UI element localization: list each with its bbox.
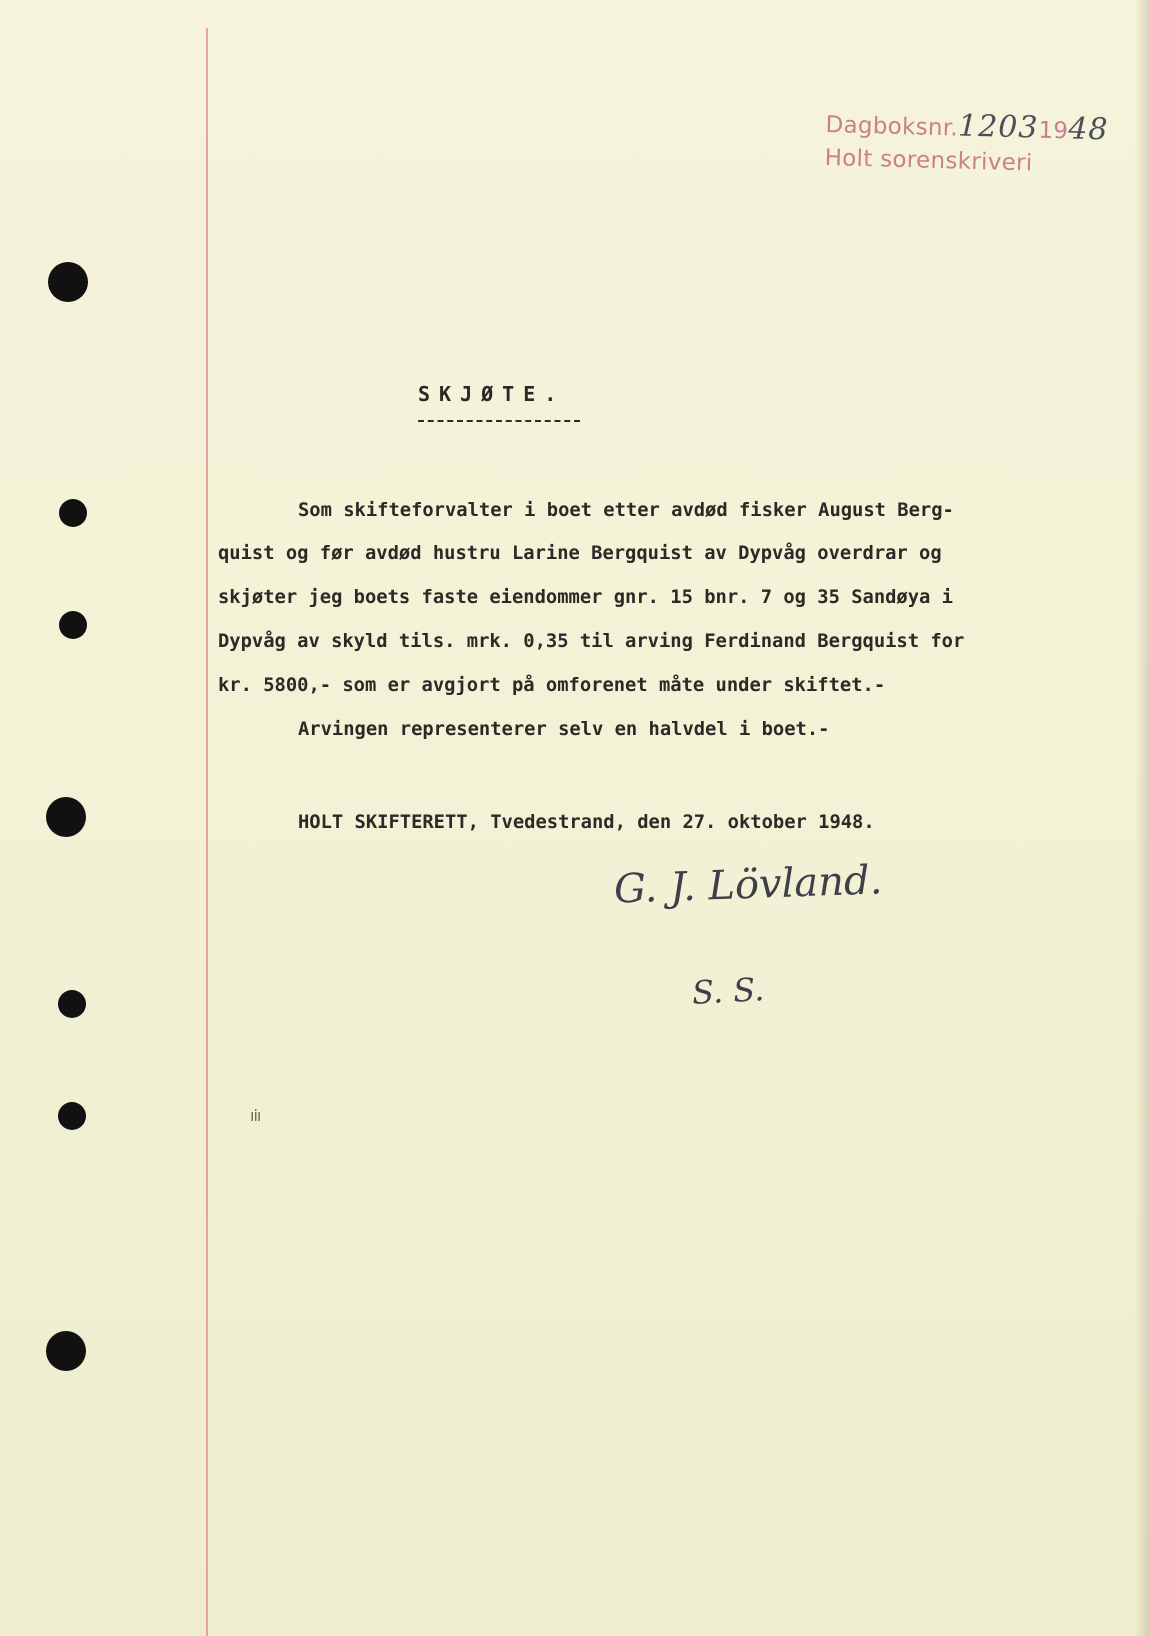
punch-hole-icon (48, 262, 88, 302)
margin-rule (206, 28, 208, 1636)
body-line: Som skifteforvalter i boet etter avdød fisker August Berg- (298, 500, 954, 521)
page-edge-shadow (1135, 0, 1149, 1636)
stamp-line-2: Holt sorenskriveri (824, 144, 1033, 177)
body-line: quist og før avdød hustru Larine Bergquist av Dypvåg overdrar og (218, 543, 942, 564)
punch-hole-icon (59, 499, 87, 527)
stamp-handwritten-number: 1203 (957, 108, 1039, 146)
stamp-prefix: Dagboksnr. (825, 111, 959, 142)
body-line: kr. 5800,- som er avgjort på omforenet måte under skiftet.- (218, 675, 886, 696)
dateline: HOLT SKIFTERETT, Tvedestrand, den 27. oktober 1948. (298, 812, 875, 833)
punch-hole-icon (46, 797, 86, 837)
stamp-printed-century: 19 (1038, 117, 1069, 145)
document-title: SKJØTE. (418, 382, 566, 406)
body-line: skjøter jeg boets faste eiendommer gnr. 15 bnr. 7 og 35 Sandøya i (218, 587, 953, 608)
signature-primary: G. J. Lövland. (613, 857, 884, 913)
punch-hole-icon (46, 1331, 86, 1371)
title-underline (418, 420, 580, 422)
tally-mark: ıiı (250, 1106, 261, 1125)
body-line: Arvingen representerer selv en halvdel i boet.- (298, 719, 830, 740)
punch-hole-icon (58, 1102, 86, 1130)
stamp-handwritten-year: 48 (1067, 111, 1109, 148)
registry-stamp (824, 106, 1109, 182)
punch-hole-icon (58, 990, 86, 1018)
punch-hole-icon (59, 611, 87, 639)
signature-initials: S. S. (691, 970, 766, 1012)
body-line: Dypvåg av skyld tils. mrk. 0,35 til arving Ferdinand Bergquist for (218, 631, 965, 652)
